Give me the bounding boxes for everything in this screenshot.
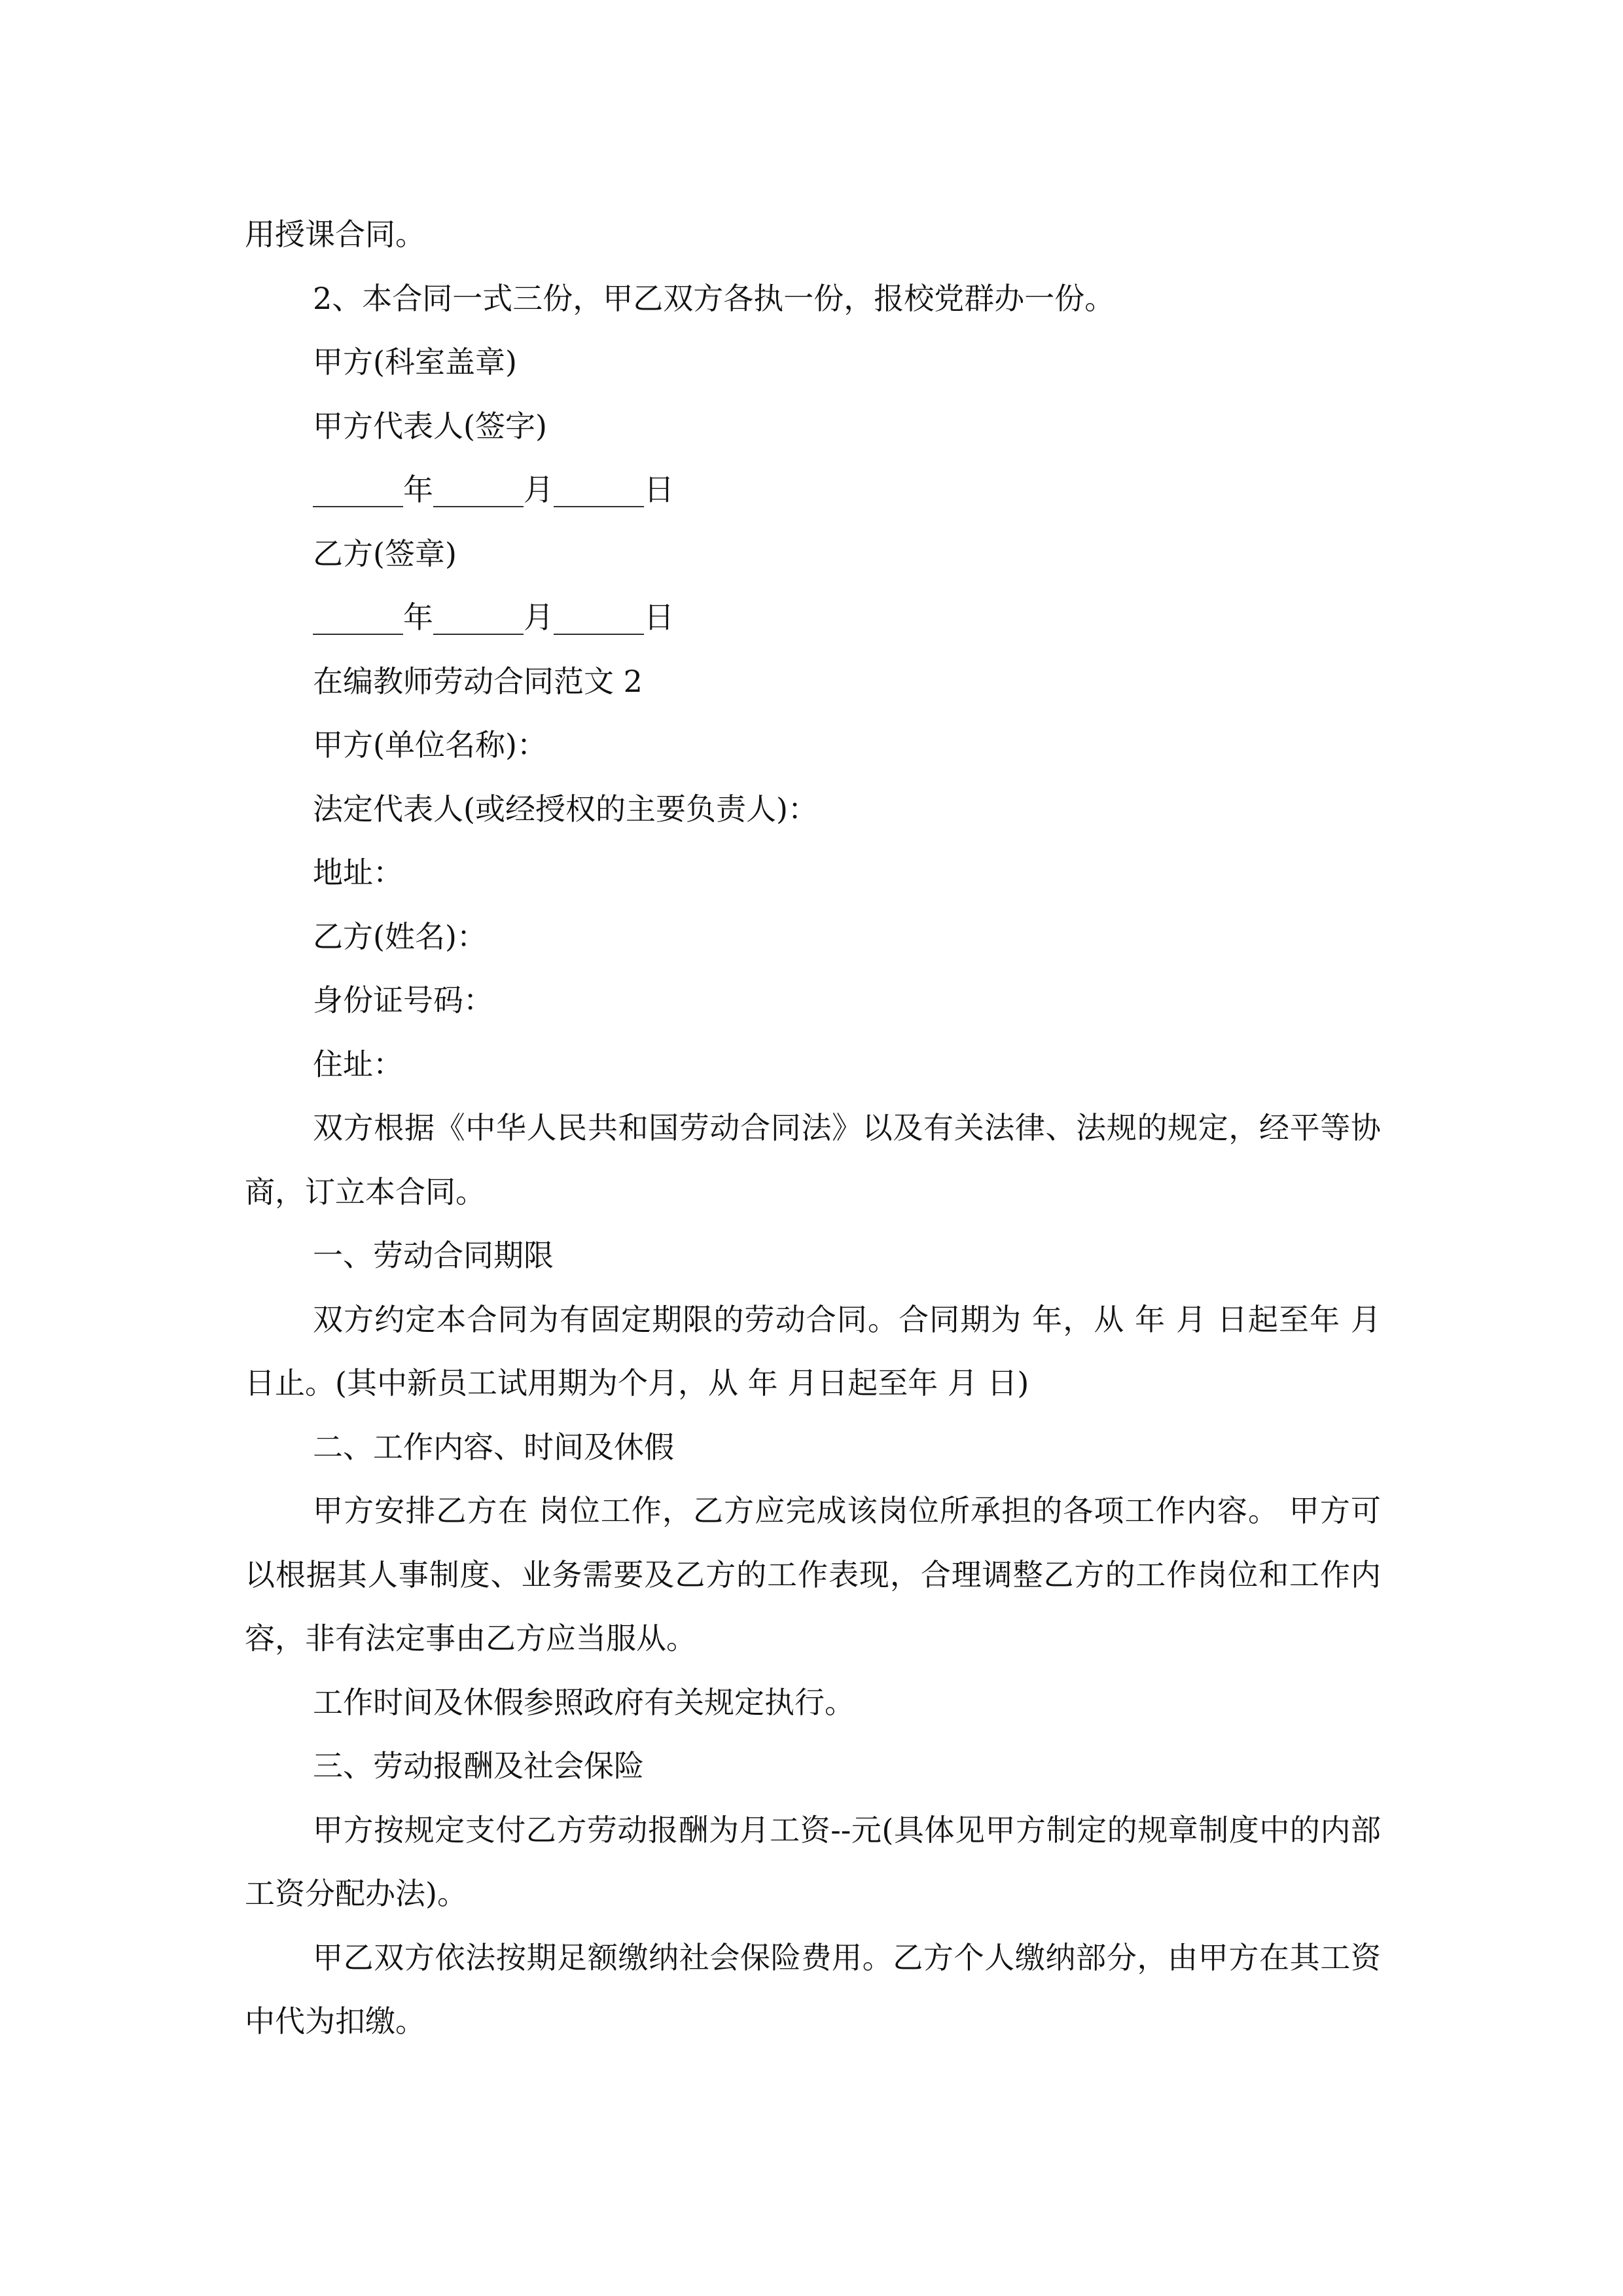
text-line: 2、本合同一式三份，甲乙双方各执一份，报校党群办一份。 [313,280,1115,316]
clause-heading: 三、劳动报酬及社会保险 [313,1748,644,1784]
legal-representative-field: 法定代表人(或经授权的主要负责人)： [313,791,818,827]
residence-field: 住址： [313,1046,403,1082]
paragraph: 甲乙双方依法按期足额缴纳社会保险费用。乙方个人缴纳部分，由甲方在其工资中代为扣缴。 [245,1939,1381,2039]
clause-heading: 一、劳动合同期限 [313,1238,554,1273]
text-line: 用授课合同。 [245,217,425,252]
id-number-field: 身份证号码： [313,982,493,1018]
date-line: ______年______月______日 [313,472,674,507]
document-body [245,203,1381,2054]
party-a-seal-line: 甲方(科室盖章) [313,344,517,380]
text-line: 工作时间及休假参照政府有关规定执行。 [313,1684,855,1720]
party-b-name-field: 乙方(姓名)： [313,918,487,954]
party-a-representative-line: 甲方代表人(签字) [313,408,547,444]
address-field: 地址： [313,855,403,890]
clause-heading: 二、工作内容、时间及休假 [313,1429,674,1465]
paragraph: 甲方按规定支付乙方劳动报酬为月工资--元(具体见甲方制定的规章制度中的内部工资分配办法)。 [245,1812,1381,1911]
paragraph: 双方约定本合同为有固定期限的劳动合同。合同期为 年，从 年 月 日起至年 月 日止。(其中新员工试用期为个月，从 年 月日起至年 月 日) [245,1301,1381,1401]
party-b-seal-line: 乙方(签章) [313,535,457,571]
paragraph: 甲方安排乙方在 岗位工作，乙方应完成该岗位所承担的各项工作内容。 甲方可以根据其人事制度、业务需要及乙方的工作表现，合理调整乙方的工作岗位和工作内容，非有法定事由乙方应当服从。 [245,1493,1381,1656]
date-line: ______年______月______日 [313,600,674,635]
paragraph: 双方根据《中华人民共和国劳动合同法》以及有关法律、法规的规定，经平等协商，订立本合同。 [245,1110,1381,1210]
section-title: 在编教师劳动合同范文 2 [313,663,643,699]
party-a-name-field: 甲方(单位名称)： [313,727,547,762]
